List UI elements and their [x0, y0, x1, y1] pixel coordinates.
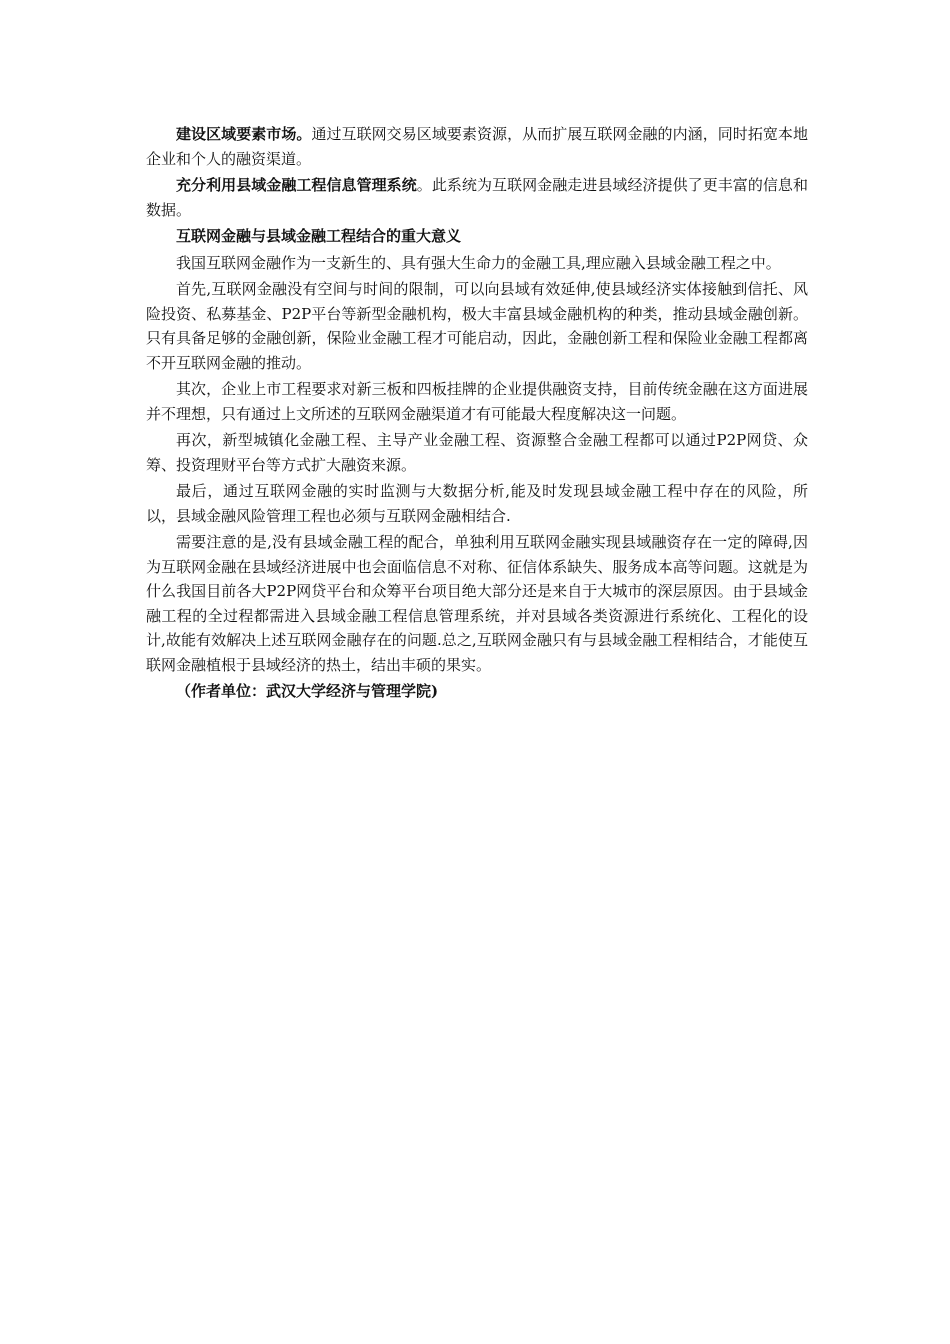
paragraph-note: 需要注意的是,没有县域金融工程的配合，单独利用互联网金融实现县域融资存在一定的障碍,因为互联网金融在县域经济进展中也会面临信息不对称、征信体系缺失、服务成本高等问题。这就是为什么我国目前各大P2P网贷平台和众筹平台项目绝大部分还是来自于大城市的深层原因。由于县域金融工程的全过程都需进入县域金融工程信息管理系统，并对县域各类资源进行系统化、工程化的设计,故能有效解决上述互联网金融存在的问题.总之,互联网金融只有与县域金融工程相结合，才能使互联网金融植根于县域经济的热土，结出丰硕的果实。 — [146, 533, 808, 674]
document-body — [146, 122, 808, 706]
paragraph-text: 。此系统为互联网金融走进县域经济提供了更丰富的信息和数据。 — [146, 176, 808, 219]
paragraph-lead: 充分利用县域金融工程信息管理系统 — [176, 176, 417, 194]
paragraph-last: 最后，通过互联网金融的实时监测与大数据分析,能及时发现县域金融工程中存在的风险，所以，县域金融风险管理工程也必须与互联网金融相结合. — [146, 482, 808, 525]
paragraph-intro: 我国互联网金融作为一支新生的、具有强大生命力的金融工具,理应融入县域金融工程之中。 — [176, 253, 781, 272]
paragraph-info-system — [146, 173, 808, 222]
author-affiliation: （作者单位：武汉大学经济与管理学院) — [176, 682, 439, 700]
paragraph-regional-markets — [146, 122, 808, 171]
paragraph-second: 其次，企业上市工程要求对新三板和四板挂牌的企业提供融资支持，目前传统金融在这方面进展并不理想，只有通过上文所述的互联网金融渠道才有可能最大程度解决这一问题。 — [146, 380, 808, 423]
paragraph-lead: 建设区域要素市场。 — [176, 125, 312, 143]
paragraph-text: 通过互联网交易区域要素资源，从而扩展互联网金融的内涵，同时拓宽本地企业和个人的融资渠道。 — [146, 125, 808, 168]
paragraph-first: 首先,互联网金融没有空间与时间的限制，可以向县域有效延伸,使县域经济实体接触到信托、风险投资、私募基金、P2P平台等新型金融机构，极大丰富县域金融机构的种类，推动县域金融创新。只有具备足够的金融创新，保险业金融工程才可能启动，因此，金融创新工程和保险业金融工程都离不开互联网金融的推动。 — [146, 280, 808, 372]
section-heading: 互联网金融与县域金融工程结合的重大意义 — [176, 227, 462, 245]
paragraph-third: 再次，新型城镇化金融工程、主导产业金融工程、资源整合金融工程都可以通过P2P网贷、众筹、投资理财平台等方式扩大融资来源。 — [146, 431, 808, 474]
